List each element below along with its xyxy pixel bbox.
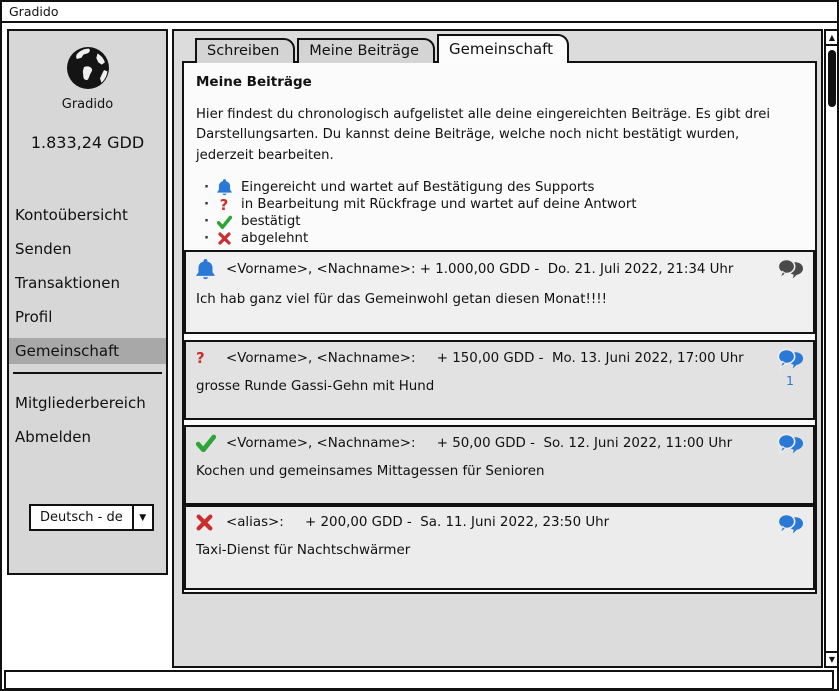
logo-label: Gradido — [61, 97, 114, 112]
sidebar-item-gemeinschaft[interactable]: Gemeinschaft — [9, 338, 166, 364]
legend-item — [204, 230, 815, 247]
bell-icon — [214, 179, 234, 196]
question-icon: ? — [196, 349, 205, 367]
window-titlebar — [2, 2, 837, 23]
post-header — [196, 349, 803, 367]
check-icon — [214, 215, 234, 229]
comment-count: 1 — [786, 373, 794, 388]
sidebar — [7, 29, 168, 575]
legend-item — [204, 213, 815, 230]
bullet-dot: · — [204, 180, 210, 196]
post-header-text: <Vorname>, <Nachname>: + 1.000,00 GDD - Do. 21. Juli 2022, 21:34 Uhr — [226, 262, 734, 277]
sidebar-item-senden[interactable]: Senden — [15, 240, 72, 258]
chat-icon[interactable] — [776, 258, 804, 285]
tab-meine-beitraege[interactable]: Meine Beiträge — [297, 38, 435, 63]
tab-schreiben[interactable]: Schreiben — [195, 38, 295, 63]
legend-text: bestätigt — [241, 214, 301, 230]
horizontal-scrollbar[interactable] — [4, 670, 834, 690]
scroll-up-icon[interactable]: ▲ — [826, 31, 838, 46]
bullet-dot: · — [204, 231, 210, 247]
content-heading: Meine Beiträge — [196, 74, 312, 90]
post-card[interactable] — [184, 250, 815, 334]
legend-item — [204, 196, 815, 213]
post-body-text: Kochen und gemeinsames Mittagessen für Senioren — [196, 464, 545, 479]
legend-text: in Bearbeitung mit Rückfrage und wartet auf deine Antwort — [241, 197, 637, 213]
bell-icon — [196, 259, 220, 280]
sidebar-item-kontouebersicht[interactable]: Kontoübersicht — [15, 206, 128, 224]
sidebar-item-mitgliederbereich[interactable]: Mitgliederbereich — [15, 394, 146, 412]
post-header — [196, 434, 803, 452]
legend-item — [204, 179, 815, 196]
legend-text: abgelehnt — [241, 231, 309, 247]
scrollbar-thumb[interactable] — [828, 50, 836, 107]
post-body-text: Ich hab ganz viel für das Gemeinwohl getan diesen Monat!!!! — [196, 292, 607, 307]
sidebar-item-abmelden[interactable]: Abmelden — [15, 428, 92, 446]
globe-icon — [64, 44, 112, 92]
sidebar-nav — [9, 202, 166, 450]
cross-icon — [214, 232, 234, 245]
post-header-text: <Vorname>, <Nachname>: + 150,00 GDD - Mo. 13. Juni 2022, 17:00 Uhr — [226, 350, 744, 366]
post-header-text: <alias>: + 200,00 GDD - Sa. 11. Juni 2022, 23:50 Uhr — [226, 515, 610, 530]
scroll-down-icon[interactable]: ▼ — [826, 651, 838, 666]
cross-icon — [196, 514, 220, 531]
post-header-text: <Vorname>, <Nachname>: + 50,00 GDD - So. 12. Juni 2022, 11:00 Uhr — [226, 435, 733, 451]
chevron-down-icon[interactable]: ▼ — [132, 504, 154, 531]
chat-icon[interactable] — [776, 433, 804, 460]
legend-text: Eingereicht und wartet auf Bestätigung des Supports — [241, 180, 595, 196]
sidebar-item-profil[interactable]: Profil — [15, 308, 53, 326]
post-card[interactable] — [184, 340, 815, 420]
status-legend — [204, 179, 815, 247]
post-card[interactable] — [184, 425, 815, 505]
chat-icon[interactable] — [776, 513, 804, 540]
intro-text: Hier findest du chronologisch aufgelistet alle deine eingereichten Beiträge. Es gibt drei Darstellungsarten. Du kannst deine Beiträge, welche noch nicht bestätigt wurden, jederzeit bearbeiten. — [196, 107, 771, 163]
vertical-scrollbar[interactable] — [824, 29, 839, 668]
content-panel — [182, 61, 817, 594]
sidebar-item-transaktionen[interactable]: Transaktionen — [15, 274, 120, 292]
language-select[interactable] — [29, 504, 154, 531]
post-header — [196, 259, 803, 280]
check-icon — [196, 434, 220, 452]
main-panel — [172, 29, 823, 668]
post-body-text: Taxi-Dienst für Nachtschwärmer — [196, 543, 411, 558]
post-list — [184, 250, 815, 590]
post-header — [196, 514, 803, 531]
question-icon: ? — [219, 195, 229, 214]
bullet-dot: · — [204, 197, 210, 213]
balance-amount: 1.833,24 GDD — [30, 133, 145, 152]
window-title: Gradido — [9, 4, 59, 19]
language-select-value: Deutsch - de — [29, 504, 132, 531]
tab-bar — [195, 34, 571, 63]
tab-gemeinschaft[interactable]: Gemeinschaft — [437, 34, 569, 63]
post-body-text: grosse Runde Gassi-Gehn mit Hund — [196, 379, 435, 394]
bullet-dot: · — [204, 214, 210, 230]
post-card[interactable] — [184, 505, 815, 590]
chat-icon[interactable] — [776, 348, 804, 388]
sidebar-divider — [13, 372, 162, 374]
